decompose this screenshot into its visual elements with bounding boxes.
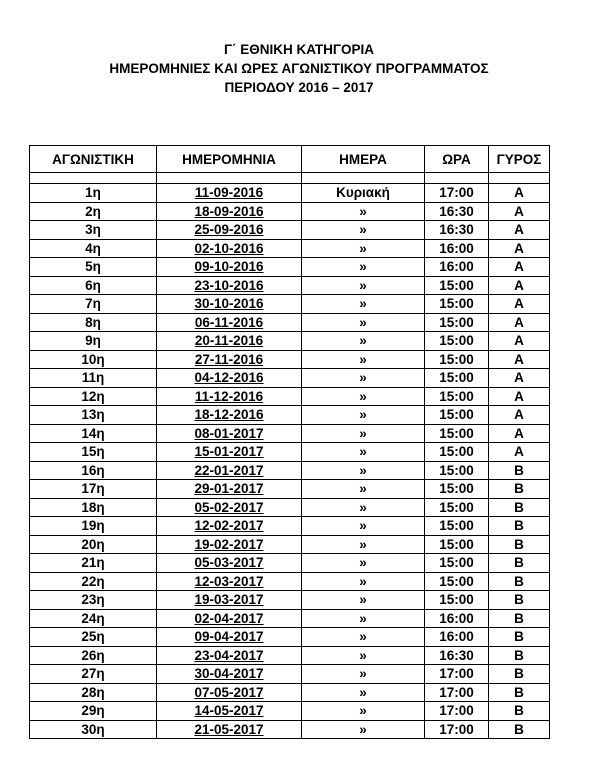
date-cell: 22-01-2017 bbox=[157, 461, 302, 480]
header-row bbox=[30, 146, 550, 173]
day-cell: » bbox=[302, 720, 425, 739]
day-cell: » bbox=[302, 480, 425, 499]
date-cell: 23-10-2016 bbox=[157, 276, 302, 295]
day-cell: » bbox=[302, 406, 425, 425]
time-cell: 15:00 bbox=[425, 498, 489, 517]
time-cell: 17:00 bbox=[425, 720, 489, 739]
table-row bbox=[30, 720, 550, 739]
day-cell: » bbox=[302, 535, 425, 554]
day-cell: » bbox=[302, 702, 425, 721]
day-cell: » bbox=[302, 332, 425, 351]
date-cell: 05-02-2017 bbox=[157, 498, 302, 517]
round-cell: Α bbox=[489, 295, 550, 314]
date-cell: 12-03-2017 bbox=[157, 572, 302, 591]
date-cell: 15-01-2017 bbox=[157, 443, 302, 462]
table-row bbox=[30, 572, 550, 591]
schedule-rows bbox=[30, 184, 550, 739]
round-cell: Α bbox=[489, 258, 550, 277]
day-cell: » bbox=[302, 461, 425, 480]
round-cell: Β bbox=[489, 517, 550, 536]
time-cell: 15:00 bbox=[425, 350, 489, 369]
matchday-cell: 12η bbox=[30, 387, 157, 406]
matchday-cell: 5η bbox=[30, 258, 157, 277]
time-cell: 17:00 bbox=[425, 702, 489, 721]
table-row bbox=[30, 443, 550, 462]
day-cell: » bbox=[302, 350, 425, 369]
header-round: ΓΥΡΟΣ bbox=[489, 146, 550, 173]
date-cell: 19-03-2017 bbox=[157, 591, 302, 610]
time-cell: 15:00 bbox=[425, 276, 489, 295]
time-cell: 15:00 bbox=[425, 332, 489, 351]
date-cell: 18-12-2016 bbox=[157, 406, 302, 425]
header-matchday: ΑΓΩΝΙΣΤΙΚΗ bbox=[30, 146, 157, 173]
time-cell: 15:00 bbox=[425, 461, 489, 480]
time-cell: 15:00 bbox=[425, 554, 489, 573]
matchday-cell: 16η bbox=[30, 461, 157, 480]
round-cell: Α bbox=[489, 184, 550, 203]
table-row bbox=[30, 332, 550, 351]
date-cell: 27-11-2016 bbox=[157, 350, 302, 369]
time-cell: 15:00 bbox=[425, 517, 489, 536]
matchday-cell: 19η bbox=[30, 517, 157, 536]
matchday-cell: 17η bbox=[30, 480, 157, 499]
table-row bbox=[30, 295, 550, 314]
title-line-period: ΠΕΡΙΟΔΟΥ 2016 – 2017 bbox=[224, 80, 374, 95]
day-cell: » bbox=[302, 554, 425, 573]
round-cell: Β bbox=[489, 628, 550, 647]
matchday-cell: 10η bbox=[30, 350, 157, 369]
day-cell: » bbox=[302, 646, 425, 665]
round-cell: Α bbox=[489, 276, 550, 295]
date-cell: 12-02-2017 bbox=[157, 517, 302, 536]
table-row bbox=[30, 369, 550, 388]
round-cell: Β bbox=[489, 702, 550, 721]
day-cell: » bbox=[302, 295, 425, 314]
table-row bbox=[30, 609, 550, 628]
table-row bbox=[30, 239, 550, 258]
time-cell: 16:30 bbox=[425, 202, 489, 221]
table-row bbox=[30, 258, 550, 277]
document-title bbox=[0, 40, 598, 97]
date-cell: 30-10-2016 bbox=[157, 295, 302, 314]
time-cell: 17:00 bbox=[425, 665, 489, 684]
round-cell: Β bbox=[489, 554, 550, 573]
matchday-cell: 11η bbox=[30, 369, 157, 388]
table-row bbox=[30, 202, 550, 221]
matchday-cell: 21η bbox=[30, 554, 157, 573]
time-cell: 16:30 bbox=[425, 646, 489, 665]
date-cell: 06-11-2016 bbox=[157, 313, 302, 332]
date-cell: 08-01-2017 bbox=[157, 424, 302, 443]
spacer-row bbox=[30, 173, 550, 184]
day-cell: » bbox=[302, 591, 425, 610]
day-cell: » bbox=[302, 498, 425, 517]
table-row bbox=[30, 184, 550, 203]
day-cell: » bbox=[302, 313, 425, 332]
matchday-cell: 8η bbox=[30, 313, 157, 332]
matchday-cell: 15η bbox=[30, 443, 157, 462]
matchday-cell: 29η bbox=[30, 702, 157, 721]
table-row bbox=[30, 665, 550, 684]
time-cell: 15:00 bbox=[425, 535, 489, 554]
round-cell: Β bbox=[489, 683, 550, 702]
round-cell: Β bbox=[489, 720, 550, 739]
matchday-cell: 3η bbox=[30, 221, 157, 240]
date-cell: 11-12-2016 bbox=[157, 387, 302, 406]
table-row bbox=[30, 350, 550, 369]
table-row bbox=[30, 517, 550, 536]
time-cell: 17:00 bbox=[425, 683, 489, 702]
day-cell: » bbox=[302, 517, 425, 536]
matchday-cell: 30η bbox=[30, 720, 157, 739]
time-cell: 15:00 bbox=[425, 424, 489, 443]
time-cell: 15:00 bbox=[425, 295, 489, 314]
day-cell: » bbox=[302, 609, 425, 628]
time-cell: 16:00 bbox=[425, 609, 489, 628]
round-cell: Α bbox=[489, 387, 550, 406]
schedule-table bbox=[29, 145, 550, 739]
matchday-cell: 27η bbox=[30, 665, 157, 684]
round-cell: Β bbox=[489, 609, 550, 628]
date-cell: 04-12-2016 bbox=[157, 369, 302, 388]
day-cell: » bbox=[302, 572, 425, 591]
date-cell: 02-04-2017 bbox=[157, 609, 302, 628]
table-row bbox=[30, 406, 550, 425]
round-cell: Β bbox=[489, 461, 550, 480]
header-day: ΗΜΕΡΑ bbox=[302, 146, 425, 173]
round-cell: Β bbox=[489, 535, 550, 554]
date-cell: 11-09-2016 bbox=[157, 184, 302, 203]
round-cell: Β bbox=[489, 591, 550, 610]
day-cell: » bbox=[302, 276, 425, 295]
round-cell: Α bbox=[489, 443, 550, 462]
round-cell: Β bbox=[489, 646, 550, 665]
date-cell: 09-04-2017 bbox=[157, 628, 302, 647]
day-cell: » bbox=[302, 258, 425, 277]
matchday-cell: 23η bbox=[30, 591, 157, 610]
date-cell: 21-05-2017 bbox=[157, 720, 302, 739]
date-cell: 20-11-2016 bbox=[157, 332, 302, 351]
matchday-cell: 25η bbox=[30, 628, 157, 647]
round-cell: Α bbox=[489, 332, 550, 351]
date-cell: 05-03-2017 bbox=[157, 554, 302, 573]
matchday-cell: 22η bbox=[30, 572, 157, 591]
time-cell: 15:00 bbox=[425, 591, 489, 610]
matchday-cell: 6η bbox=[30, 276, 157, 295]
date-cell: 09-10-2016 bbox=[157, 258, 302, 277]
table-row bbox=[30, 480, 550, 499]
round-cell: Α bbox=[489, 406, 550, 425]
round-cell: Α bbox=[489, 369, 550, 388]
day-cell: » bbox=[302, 443, 425, 462]
matchday-cell: 2η bbox=[30, 202, 157, 221]
title-line-subject: ΗΜΕΡΟΜΗΝΙΕΣ ΚΑΙ ΩΡΕΣ ΑΓΩΝΙΣΤΙΚΟΥ ΠΡΟΓΡΑΜΜΑΤΟΣ bbox=[109, 61, 489, 76]
round-cell: Β bbox=[489, 480, 550, 499]
round-cell: Α bbox=[489, 202, 550, 221]
day-cell: » bbox=[302, 683, 425, 702]
matchday-cell: 9η bbox=[30, 332, 157, 351]
table-row bbox=[30, 702, 550, 721]
date-cell: 19-02-2017 bbox=[157, 535, 302, 554]
round-cell: Β bbox=[489, 572, 550, 591]
day-cell: » bbox=[302, 665, 425, 684]
title-line-category: Γ΄ ΕΘΝΙΚΗ ΚΑΤΗΓΟΡΙΑ bbox=[223, 42, 375, 57]
date-cell: 02-10-2016 bbox=[157, 239, 302, 258]
day-cell: » bbox=[302, 369, 425, 388]
time-cell: 15:00 bbox=[425, 480, 489, 499]
time-cell: 16:00 bbox=[425, 239, 489, 258]
round-cell: Α bbox=[489, 239, 550, 258]
day-cell: » bbox=[302, 221, 425, 240]
date-cell: 14-05-2017 bbox=[157, 702, 302, 721]
round-cell: Β bbox=[489, 665, 550, 684]
table-row bbox=[30, 535, 550, 554]
matchday-cell: 28η bbox=[30, 683, 157, 702]
table-row bbox=[30, 424, 550, 443]
day-cell: » bbox=[302, 424, 425, 443]
matchday-cell: 24η bbox=[30, 609, 157, 628]
matchday-cell: 14η bbox=[30, 424, 157, 443]
table-row bbox=[30, 221, 550, 240]
date-cell: 18-09-2016 bbox=[157, 202, 302, 221]
time-cell: 15:00 bbox=[425, 572, 489, 591]
day-cell: » bbox=[302, 202, 425, 221]
round-cell: Α bbox=[489, 424, 550, 443]
time-cell: 16:30 bbox=[425, 221, 489, 240]
time-cell: 17:00 bbox=[425, 184, 489, 203]
day-cell: » bbox=[302, 628, 425, 647]
matchday-cell: 26η bbox=[30, 646, 157, 665]
header-date: ΗΜΕΡΟΜΗΝΙΑ bbox=[157, 146, 302, 173]
table-row bbox=[30, 498, 550, 517]
table-row bbox=[30, 683, 550, 702]
time-cell: 15:00 bbox=[425, 387, 489, 406]
matchday-cell: 18η bbox=[30, 498, 157, 517]
table-row bbox=[30, 313, 550, 332]
time-cell: 15:00 bbox=[425, 406, 489, 425]
date-cell: 29-01-2017 bbox=[157, 480, 302, 499]
time-cell: 15:00 bbox=[425, 443, 489, 462]
matchday-cell: 20η bbox=[30, 535, 157, 554]
header-time: ΩΡΑ bbox=[425, 146, 489, 173]
table-row bbox=[30, 554, 550, 573]
table-row bbox=[30, 646, 550, 665]
time-cell: 16:00 bbox=[425, 628, 489, 647]
matchday-cell: 7η bbox=[30, 295, 157, 314]
matchday-cell: 1η bbox=[30, 184, 157, 203]
round-cell: Α bbox=[489, 350, 550, 369]
day-cell: » bbox=[302, 387, 425, 406]
time-cell: 16:00 bbox=[425, 258, 489, 277]
round-cell: Β bbox=[489, 498, 550, 517]
date-cell: 23-04-2017 bbox=[157, 646, 302, 665]
table-row bbox=[30, 387, 550, 406]
matchday-cell: 13η bbox=[30, 406, 157, 425]
round-cell: Α bbox=[489, 313, 550, 332]
round-cell: Α bbox=[489, 221, 550, 240]
table-row bbox=[30, 461, 550, 480]
matchday-cell: 4η bbox=[30, 239, 157, 258]
day-cell: » bbox=[302, 239, 425, 258]
table-row bbox=[30, 276, 550, 295]
table-row bbox=[30, 628, 550, 647]
day-cell: Κυριακή bbox=[302, 184, 425, 203]
date-cell: 30-04-2017 bbox=[157, 665, 302, 684]
table-row bbox=[30, 591, 550, 610]
time-cell: 15:00 bbox=[425, 369, 489, 388]
date-cell: 25-09-2016 bbox=[157, 221, 302, 240]
date-cell: 07-05-2017 bbox=[157, 683, 302, 702]
time-cell: 15:00 bbox=[425, 313, 489, 332]
